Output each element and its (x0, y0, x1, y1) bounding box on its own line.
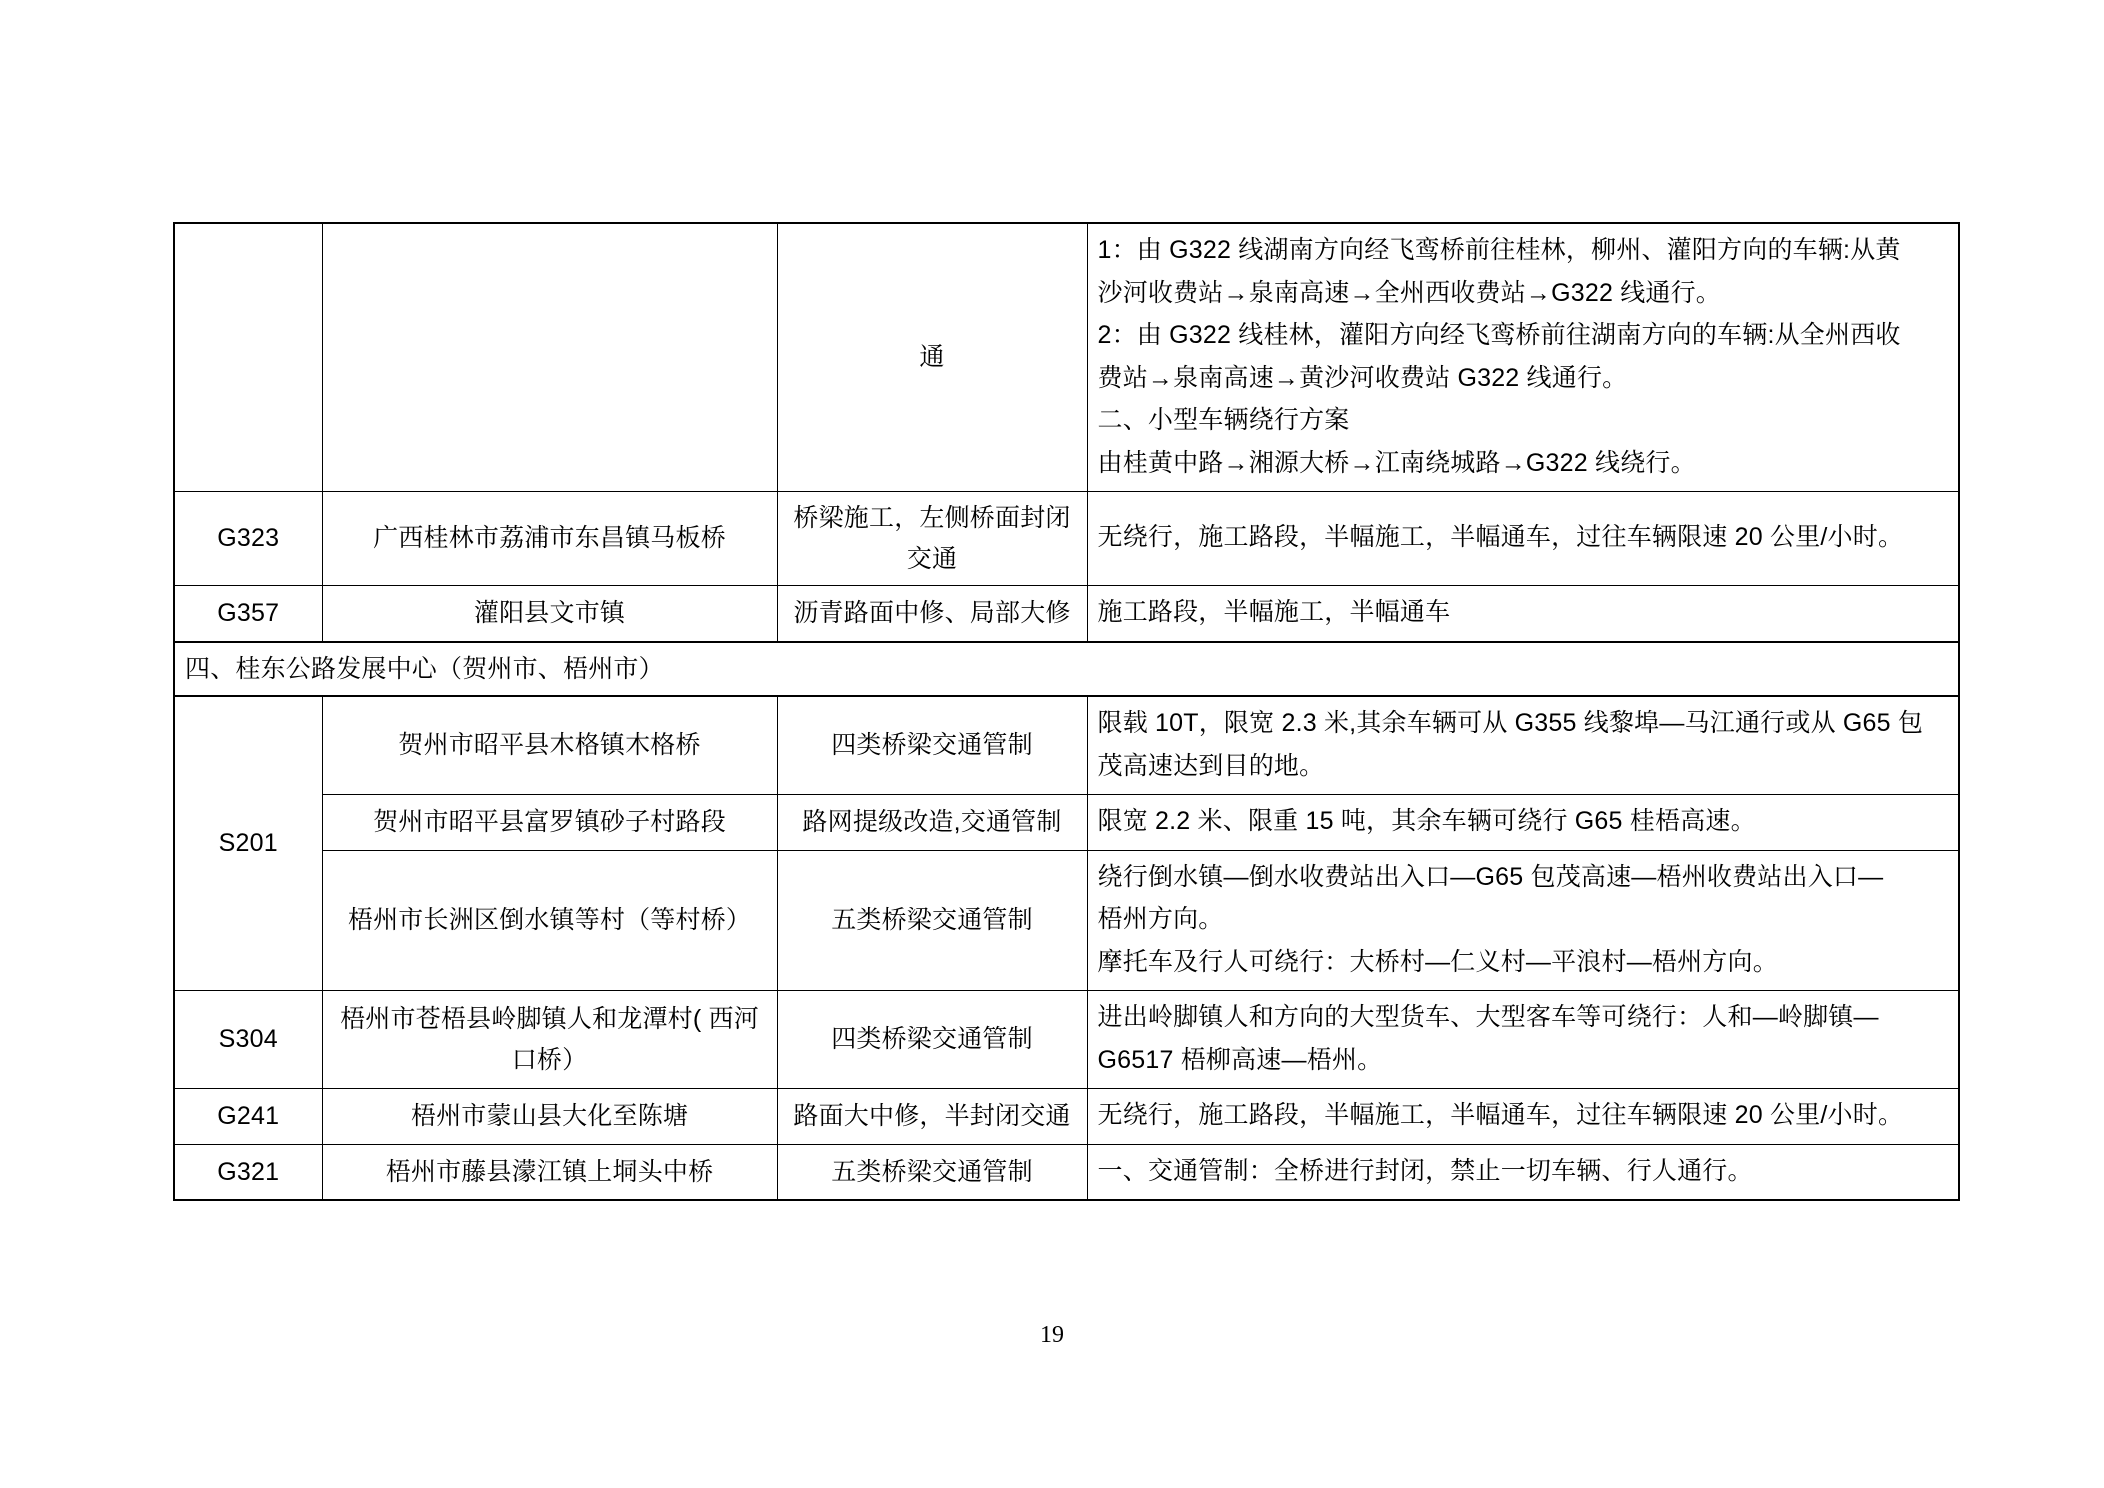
location-cell: 广西桂林市荔浦市东昌镇马板桥 (322, 492, 777, 586)
table-row (174, 850, 1959, 991)
detour-detail-cell (1087, 1089, 1959, 1145)
work-type-cell: 五类桥梁交通管制 (777, 1144, 1087, 1200)
detour-detail-cell (1087, 991, 1959, 1089)
location-cell: 梧州市藤县濛江镇上垌头中桥 (322, 1144, 777, 1200)
location-cell: 梧州市长洲区倒水镇等村（等村桥） (322, 850, 777, 991)
detail-line: 摩托车及行人可绕行：大桥村—仁义村—平浪村—梧州方向。 (1097, 947, 1778, 976)
detour-detail-cell (1087, 1144, 1959, 1200)
table-row (174, 1144, 1959, 1200)
work-type-cell: 五类桥梁交通管制 (777, 850, 1087, 991)
detail-line: 限宽 2.2 米、限重 15 吨，其余车辆可绕行 G65 桂梧高速。 (1097, 807, 1756, 835)
detail-line: 茂高速达到目的地。 (1097, 751, 1325, 780)
work-type-cell: 四类桥梁交通管制 (777, 696, 1087, 795)
route-code-cell: G321 (174, 1144, 322, 1200)
table-row (174, 223, 1959, 492)
table-row (174, 492, 1959, 586)
work-type-cell: 沥青路面中修、局部大修 (777, 586, 1087, 642)
route-code-cell: G357 (174, 586, 322, 642)
location-cell: 梧州市蒙山县大化至陈塘 (322, 1089, 777, 1145)
detour-detail-cell (1087, 850, 1959, 991)
route-code-cell (174, 223, 322, 492)
table-row (174, 586, 1959, 642)
detail-line: 进出岭脚镇人和方向的大型货车、大型客车等可绕行：人和—岭脚镇— (1097, 1003, 1879, 1031)
work-type-cell: 路面大中修，半封闭交通 (777, 1089, 1087, 1145)
detail-line: 一、交通管制：全桥进行封闭，禁止一切车辆、行人通行。 (1097, 1156, 1753, 1185)
location-cell: 贺州市昭平县富罗镇砂子村路段 (322, 795, 777, 851)
route-code-cell: G241 (174, 1089, 322, 1145)
location-cell: 贺州市昭平县木格镇木格桥 (322, 696, 777, 795)
section-header: 四、桂东公路发展中心（贺州市、梧州市） (174, 642, 1959, 697)
detail-line: 1：由 G322 线湖南方向经飞鸾桥前往桂林，柳州、灌阳方向的车辆:从黄 (1097, 236, 1901, 264)
detail-line: G6517 梧柳高速—梧州。 (1097, 1045, 1383, 1074)
detail-line: 沙河收费站→泉南高速→全州西收费站→G322 线通行。 (1097, 278, 1722, 307)
detail-line: 限载 10T，限宽 2.3 米,其余车辆可从 G355 线黎埠—马江通行或从 G65 包 (1097, 709, 1924, 737)
section-header-row (174, 642, 1959, 697)
detour-detail-cell (1087, 492, 1959, 586)
detail-line: 2：由 G322 线桂林，灌阳方向经飞鸾桥前往湖南方向的车辆:从全州西收 (1097, 321, 1901, 349)
detail-line: 二、小型车辆绕行方案 (1097, 406, 1350, 434)
work-type-cell: 桥梁施工，左侧桥面封闭交通 (777, 492, 1087, 586)
route-code-cell: S304 (174, 991, 322, 1089)
detail-line: 无绕行，施工路段，半幅施工，半幅通车，过往车辆限速 20 公里/小时。 (1097, 1101, 1904, 1129)
detour-detail-cell (1087, 586, 1959, 642)
route-code-cell: S201 (174, 696, 322, 991)
detail-line: 费站→泉南高速→黄沙河收费站 G322 线通行。 (1097, 363, 1628, 392)
detail-line: 无绕行，施工路段，半幅施工，半幅通车，过往车辆限速 20 公里/小时。 (1097, 523, 1904, 552)
table-row (174, 795, 1959, 851)
work-type-cell: 四类桥梁交通管制 (777, 991, 1087, 1089)
detail-line: 绕行倒水镇—倒水收费站出入口—G65 包茂高速—梧州收费站出入口— (1097, 862, 1884, 891)
route-code-cell: G323 (174, 492, 322, 586)
location-cell (322, 223, 777, 492)
detour-detail-cell (1087, 795, 1959, 851)
work-type-cell: 通 (777, 223, 1087, 492)
detour-detail-cell (1087, 696, 1959, 795)
work-type-cell: 路网提级改造,交通管制 (777, 795, 1087, 851)
table-row (174, 696, 1959, 795)
detail-line: 梧州方向。 (1097, 905, 1224, 933)
detail-line: 由桂黄中路→湘源大桥→江南绕城路→G322 线绕行。 (1097, 448, 1696, 477)
table-row (174, 1089, 1959, 1145)
road-construction-table (173, 222, 1960, 1201)
location-cell: 灌阳县文市镇 (322, 586, 777, 642)
detail-line: 施工路段，半幅施工，半幅通车 (1097, 598, 1451, 626)
detour-detail-cell (1087, 223, 1959, 492)
location-cell: 梧州市苍梧县岭脚镇人和龙潭村( 西河口桥） (322, 991, 777, 1089)
page-number: 19 (1040, 1322, 1064, 1348)
table-row (174, 991, 1959, 1089)
